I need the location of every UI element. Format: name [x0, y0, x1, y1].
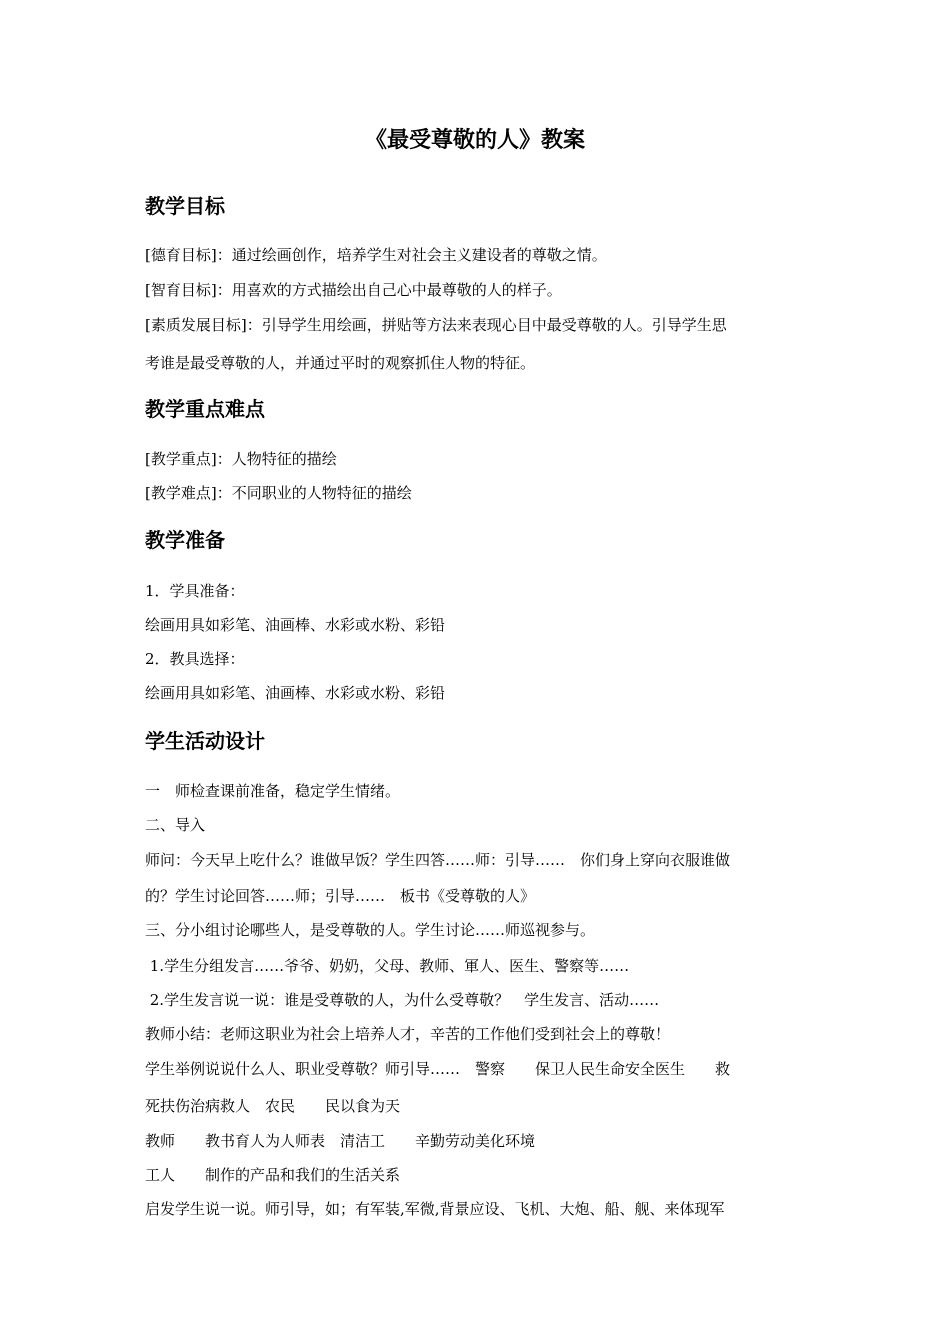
activity-line-6: 1.学生分组发言……爷爷、奶奶，父母、教师、軍人、医生、警察等…… [145, 957, 630, 975]
activity-line-3: 师问：今天早上吃什么？谁做早饭？学生四答……师：引导…… 你们身上穿向衣服谁做 [145, 851, 731, 869]
focus-line-1: [教学重点]：人物特征的描绘 [145, 450, 337, 468]
prep-line-3: 2．教具选择： [145, 650, 245, 668]
activity-line-5: 三、分小组讨论哪些人，是受尊敬的人。学生讨论……师巡视参与。 [145, 921, 596, 939]
activity-line-1: 一 师检查课前准备，稳定学生情绪。 [145, 782, 401, 800]
activity-line-9: 学生举例说说什么人、职业受尊敬？师引导…… 警察 保卫人民生命安全医生 救 [145, 1060, 731, 1078]
goals-line-2: [智育目标]：用喜欢的方式描绘出自己心中最尊敬的人的样子。 [145, 281, 562, 299]
goals-line-4: 考谁是最受尊敬的人，并通过平时的观察抓住人物的特征。 [145, 354, 536, 372]
activity-line-11: 教师 教书育人为人师表 清洁工 辛勤劳动美化环境 [145, 1132, 536, 1150]
activity-line-10: 死扶伤治病救人 农民 民以食为天 [145, 1097, 401, 1115]
prep-line-2: 绘画用具如彩笔、油画棒、水彩或水粉、彩铅 [145, 616, 446, 634]
prep-line-1: 1．学具准备： [145, 582, 245, 600]
goals-line-3: [素质发展目标]：引导学生用绘画，拼贴等方法来表现心目中最受尊敬的人。引导学生思 [145, 316, 727, 334]
activity-line-8: 教师小结：老师这职业为社会上培养人才，辛苦的工作他们受到社会上的尊敬！ [145, 1025, 671, 1043]
heading-goals: 教学目标 [145, 194, 225, 218]
prep-line-4: 绘画用具如彩笔、油画棒、水彩或水粉、彩铅 [145, 684, 446, 702]
activity-line-12: 工人 制作的产品和我们的生活关系 [145, 1166, 401, 1184]
goals-line-1: [德育目标]：通过绘画创作，培养学生对社会主义建设者的尊敬之情。 [145, 246, 607, 264]
heading-prep: 教学准备 [145, 528, 225, 552]
activity-line-4: 的？学生讨论回答……师；引导…… 板书《受尊敬的人》 [145, 887, 536, 905]
heading-activity: 学生活动设计 [145, 729, 265, 753]
document-title: 《最受尊敬的人》教案 [364, 128, 585, 153]
heading-focus: 教学重点难点 [145, 397, 265, 421]
focus-line-2: [教学难点]：不同职业的人物特征的描绘 [145, 484, 412, 502]
activity-line-2: 二、导入 [145, 816, 206, 834]
activity-line-13: 启发学生说一说。师引导，如；有军装,军微,背景应设、飞机、大炮、船、舰、来体现军 [145, 1200, 725, 1218]
activity-line-7: 2.学生发言说一说：谁是受尊敬的人，为什么受尊敬？ 学生发言、活动…… [145, 991, 660, 1009]
